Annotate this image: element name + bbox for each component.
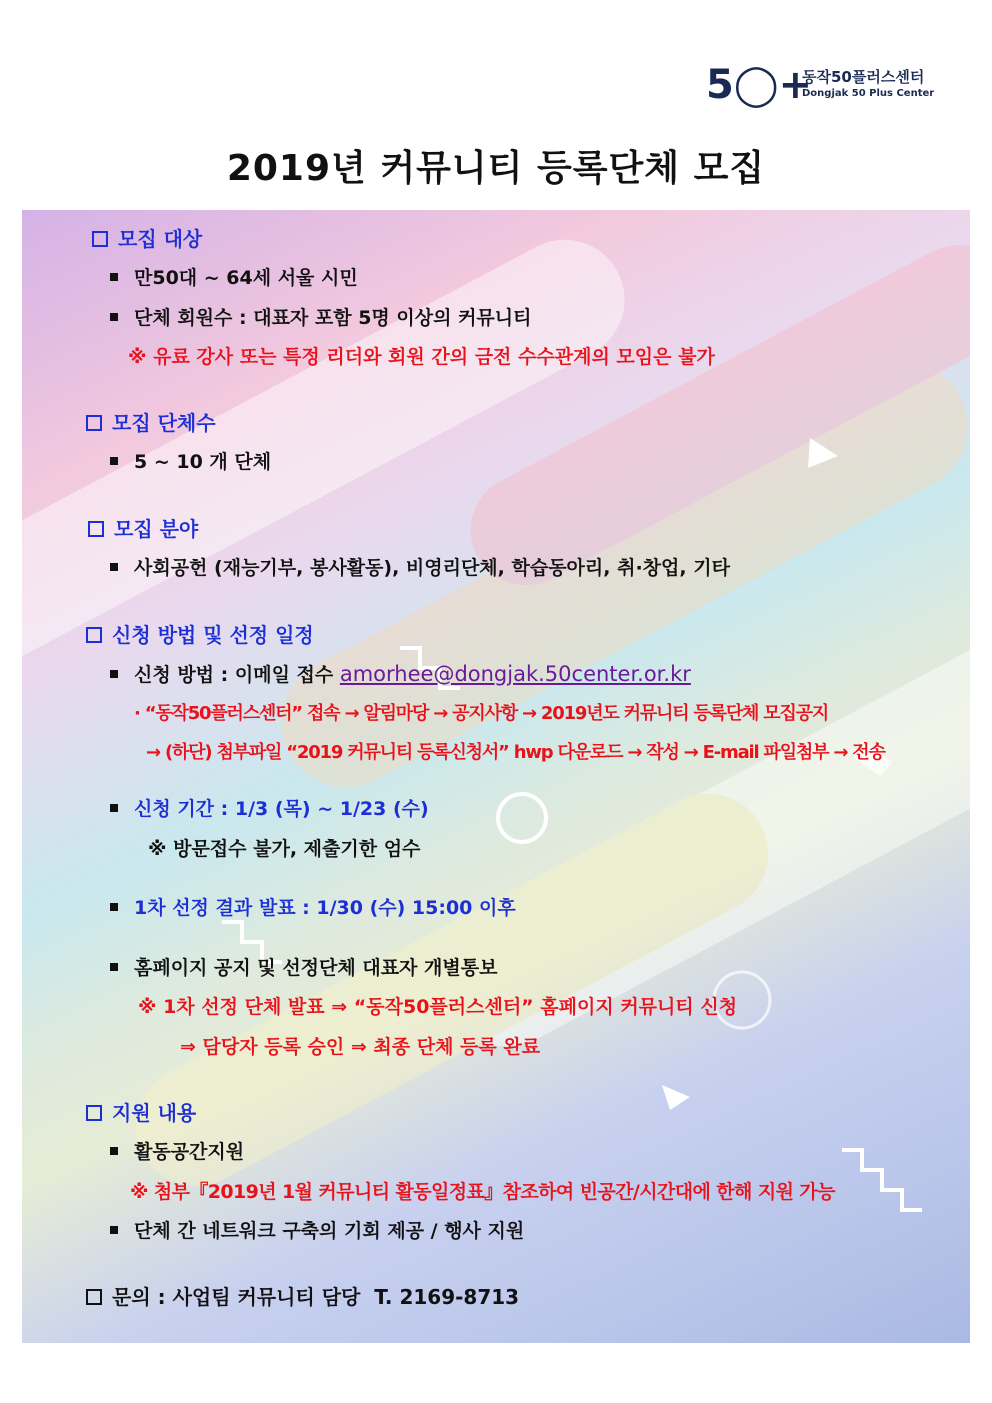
support-note: ※ 첨부『2019년 1월 커뮤니티 활동일정표』참조하여 빈공간/시간대에 한해 지원 가능 [130,1181,835,1203]
apply-notice-note-1: ※ 1차 선정 단체 발표 ⇒ “동작50플러스센터” 홈페이지 커뮤니티 신청 [138,996,738,1018]
section-target-heading: 모집 대상 [92,227,202,251]
checkbox-square-icon [86,415,102,431]
support-item-space: 활동공간지원 [110,1140,244,1164]
logo-name-ko: 동작50플러스센터 [802,68,925,86]
bullet-square-icon [110,457,118,465]
page-title: 2019년 커뮤니티 등록단체 모집 [226,148,766,189]
target-item-members: 단체 회원수 : 대표자 포함 5명 이상의 커뮤니티 [110,306,532,330]
bullet-square-icon [110,313,118,321]
section-field-heading: 모집 분야 [88,517,198,541]
bullet-square-icon [110,1147,118,1155]
apply-method: 신청 방법 : 이메일 접수 amorhee@dongjak.50center.or.kr [110,662,691,687]
logo-mark: 5◯+ [706,62,813,108]
field-item: 사회공헌 (재능기부, 봉사활동), 비영리단체, 학습동아리, 취·창업, 기타 [110,556,730,580]
center-logo [706,62,936,112]
count-item: 5 ~ 10 개 단체 [110,450,271,474]
section-count-heading: 모집 단체수 [86,411,216,435]
contact-line: 문의 : 사업팀 커뮤니티 담당 T. 2169-8713 [86,1285,519,1309]
checkbox-square-icon [88,521,104,537]
section-support-heading: 지원 내용 [86,1101,196,1125]
checkbox-square-icon [86,627,102,643]
background-decoration [22,210,970,1343]
apply-period-note: ※ 방문접수 불가, 제출기한 엄수 [148,838,421,860]
checkbox-square-icon [92,231,108,247]
target-item-age: 만50대 ~ 64세 서울 시민 [110,266,358,290]
checkbox-square-icon [86,1105,102,1121]
apply-result: 1차 선정 결과 발표 : 1/30 (수) 15:00 이후 [110,896,516,920]
bullet-square-icon [110,273,118,281]
content-panel [22,210,970,1343]
bullet-square-icon [110,963,118,971]
apply-notice-note-2: ⇒ 담당자 등록 승인 ⇒ 최종 단체 등록 완료 [180,1036,541,1058]
bullet-square-icon [110,670,118,678]
target-note: ※ 유료 강사 또는 특정 리더와 회원 간의 금전 수수관계의 모임은 불가 [128,346,715,368]
apply-period: 신청 기간 : 1/3 (목) ~ 1/23 (수) [110,797,429,821]
bullet-square-icon [110,903,118,911]
apply-email-link[interactable]: amorhee@dongjak.50center.or.kr [339,662,691,686]
checkbox-square-icon [86,1289,102,1305]
support-item-network: 단체 간 네트워크 구축의 기회 제공 / 행사 지원 [110,1219,524,1243]
bullet-square-icon [110,804,118,812]
apply-notice: 홈페이지 공지 및 선정단체 대표자 개별통보 [110,956,497,980]
section-apply-heading: 신청 방법 및 선정 일정 [86,623,314,647]
bullet-square-icon [110,1226,118,1234]
apply-step-2: → (하단) 첨부파일 “2019 커뮤니티 등록신청서” hwp 다운로드 → 작성 → E-mail 파일첨부 → 전송 [146,742,885,763]
logo-name-en: Dongjak 50 Plus Center [802,88,935,99]
apply-step-1: · “동작50플러스센터” 접속 → 알림마당 → 공지사항 → 2019년도 커뮤니티 등록단체 모집공지 [134,703,829,724]
bullet-square-icon [110,563,118,571]
